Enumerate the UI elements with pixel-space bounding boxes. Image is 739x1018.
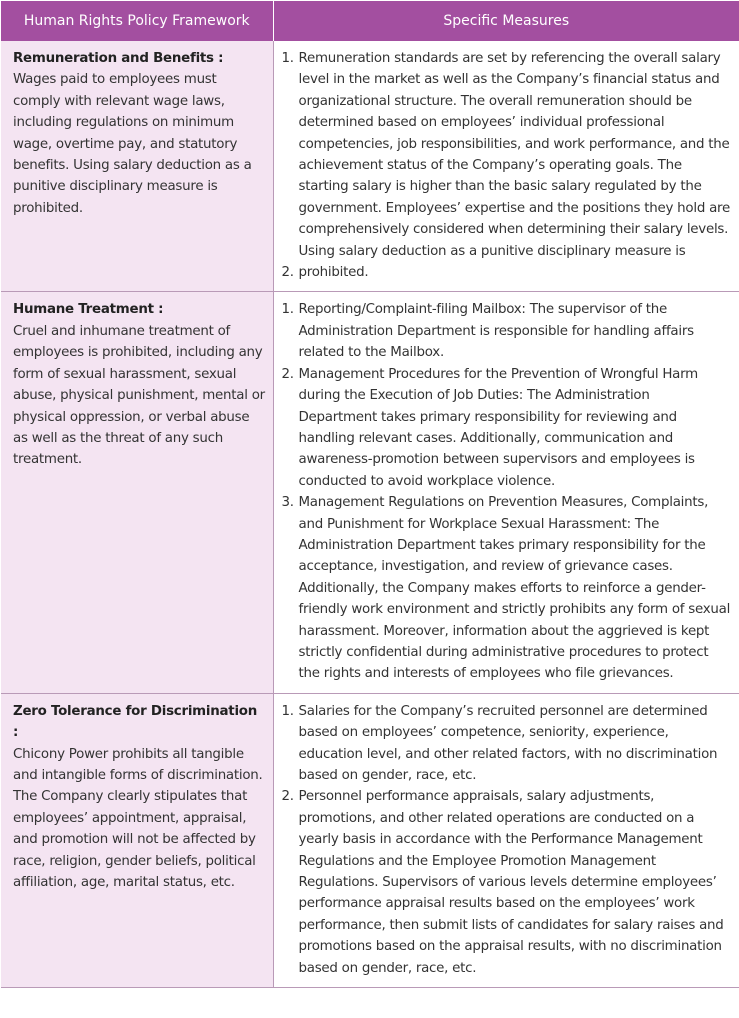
measure-text: Management Regulations on Prevention Measures, Complaints, and Punishment for Workplace Sexual Harassment: The Administration Department takes primary responsibility for the acceptance, investigation, and review of grievance cases. Additionally, the Company makes efforts to reinforce a gender-friendly work environment and strictly prohibits any form of sexual harassment. Moreover, information about the aggrieved is kept strictly confidential during administrative procedures to protect the rights and interests of employees who file grievances.: [298, 495, 731, 682]
measure-number: 2.: [281, 366, 294, 382]
measure-text: Salaries for the Company’s recruited personnel are determined based on employees’ competence, seniority, experience, education level, and other related factors, with no discrimination based on gender, race, etc.: [298, 703, 718, 783]
framework-cell-humane-treatment: [1, 292, 273, 693]
header-framework: Human Rights Policy Framework: [1, 1, 273, 41]
measure-text: Remuneration standards are set by referencing the overall salary level in the market as well as the Company’s financial status and organizational structure. The overall remuneration should be determined based on employees’ individual professional competencies, job responsibilities, and work performance, and the achievement status of the Company’s operating goals. The starting salary is higher than the basic salary regulated by the government. Employees’ expertise and the positions they hold are comprehensively considered when determining their salary levels.: [298, 51, 730, 238]
category-description: Cruel and inhumane treatment of employees is prohibited, including any form of sexual harassment, sexual abuse, physical punishment, mental or physical oppression, or verbal abuse as well as the threat of any such treatment.: [13, 323, 265, 468]
measure-item: [282, 48, 732, 241]
category-title: Zero Tolerance for Discrimination :: [13, 703, 258, 741]
human-rights-policy-table: [1, 1, 739, 988]
measure-number: 1.: [281, 703, 294, 719]
measure-item: [282, 786, 732, 979]
measure-item: [282, 701, 732, 787]
measure-number: 2.: [281, 265, 294, 281]
category-description: Chicony Power prohibits all tangible and intangible forms of discrimination. The Company clearly stipulates that employees’ appointment, appraisal, and promotion will not be affected by race, religion, gender beliefs, political affiliation, age, marital status, etc.: [13, 746, 263, 891]
measure-item: [282, 241, 732, 284]
category-title: Remuneration and Benefits :: [13, 51, 224, 66]
header-row: [1, 1, 739, 41]
measure-text: Personnel performance appraisals, salary adjustments, promotions, and other related operations are conducted on a yearly basis in accordance with the Performance Management Regulations and the Employee Promotion Management Regulations. Supervisors of various levels determine employees’ performance appraisal results based on the employees’ work performance, then submit lists of candidates for salary raises and promotions based on the appraisal results, with no discrimination based on gender, race, etc.: [298, 789, 724, 976]
framework-cell-remuneration: [1, 41, 273, 292]
measures-cell-remuneration: [273, 41, 739, 292]
measure-number: 2.: [281, 789, 294, 805]
table-row-discrimination: [1, 693, 739, 987]
measure-number: 1.: [281, 302, 294, 318]
measures-list: [282, 48, 732, 283]
framework-cell-discrimination: [1, 693, 273, 987]
measure-item: [282, 364, 732, 492]
category-description: Wages paid to employees must comply with relevant wage laws, including regulations on minimum wage, overtime pay, and statutory benefits. Using salary deduction as a punitive disciplinary measure is prohibited.: [13, 72, 252, 216]
table-row-remuneration: [1, 41, 739, 292]
category-title: Humane Treatment :: [13, 302, 164, 318]
measure-number: 3.: [281, 495, 294, 511]
measures-cell-humane-treatment: [273, 292, 739, 693]
measures-list: [282, 299, 732, 684]
measures-list: [282, 701, 732, 979]
measure-item: [282, 492, 732, 685]
measure-text: Reporting/Complaint-filing Mailbox: The supervisor of the Administration Department is responsible for handling affairs related to the Mailbox.: [298, 302, 694, 361]
measures-cell-discrimination: [273, 693, 739, 987]
measure-number: 1.: [281, 51, 294, 66]
measure-item: [282, 299, 732, 363]
measure-text: Using salary deduction as a punitive disciplinary measure is prohibited.: [298, 243, 686, 281]
measure-text: Management Procedures for the Prevention of Wrongful Harm during the Execution of Job Duties: The Administration Department takes primary responsibility for reviewing and handling relevant cases. Additionally, communication and awareness-promotion between supervisors and employees is conducted to avoid workplace violence.: [298, 366, 698, 489]
table-row-humane-treatment: [1, 292, 739, 693]
header-measures: Specific Measures: [273, 1, 739, 41]
